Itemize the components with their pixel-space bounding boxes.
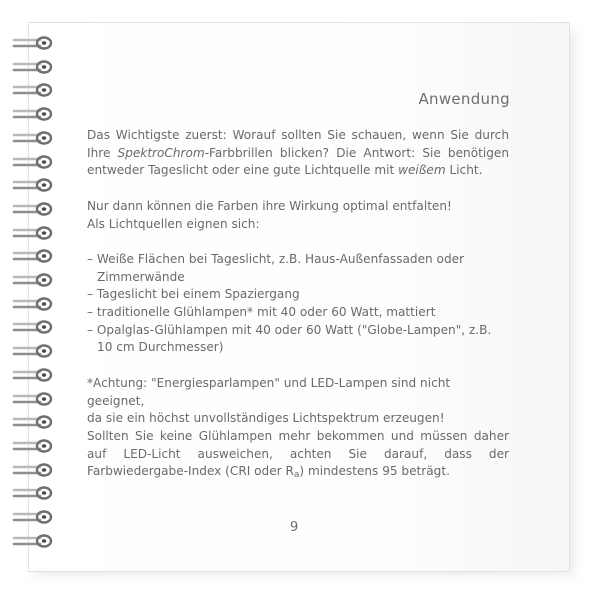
spiral-ring: [12, 273, 54, 287]
light-sources-intro: Als Lichtquellen eignen sich:: [87, 216, 260, 231]
intro-text-1: Das Wichtigste zuerst: Worauf sollten Sie schauen, wenn Sie durch Ihre: [87, 128, 509, 160]
list-item: – traditionelle Glühlampen* mit 40 oder 60 Watt, mattiert: [87, 305, 436, 319]
emphasis-text: weißem: [398, 163, 446, 178]
page-number: 9: [290, 520, 299, 535]
spiral-ring: [12, 83, 54, 97]
spiral-ring: [12, 463, 54, 477]
intro-text-2: -Farbbrillen blicken? Die Antwort: Sie benötigen entweder Tageslicht oder eine gute Lichtquelle mit: [87, 145, 509, 178]
spiral-ring: [12, 226, 54, 240]
spiral-ring: [12, 131, 54, 145]
list-item: – Opalglas-Glühlampen mit 40 oder 60 Watt ("Globe-Lampen", z.B. 10 cm Durchmesser): [87, 322, 492, 355]
spiral-ring: [12, 415, 54, 429]
spiral-ring: [12, 510, 54, 524]
spiral-ring: [12, 344, 54, 358]
spacer: [87, 357, 509, 375]
spiral-ring: [12, 368, 54, 382]
led-advice-text-1: Sollten Sie keine Glühlampen mehr bekommen und müssen daher auf LED-Licht ausweichen, achten Sie darauf, dass der Farbwiedergabe-Index (CRI oder R: [87, 428, 509, 479]
section-heading: Anwendung: [418, 90, 510, 108]
optimal-statement: Nur dann können die Farben ihre Wirkung optimal entfalten!: [87, 198, 452, 213]
spiral-ring: [12, 486, 54, 500]
spiral-ring: [12, 320, 54, 334]
spacer: [87, 180, 509, 198]
spiral-ring: [12, 249, 54, 263]
spiral-ring: [12, 439, 54, 453]
warning-line-2: da sie ein höchst unvollständiges Lichtspektrum erzeugen!: [87, 411, 445, 426]
led-advice-paragraph: [87, 428, 509, 485]
spiral-ring: [12, 392, 54, 406]
spiral-ring: [12, 36, 54, 50]
page-body: [87, 127, 509, 485]
spiral-ring: [12, 107, 54, 121]
intro-paragraph: [87, 127, 509, 180]
list-item: – Tageslicht bei einem Spaziergang: [87, 287, 300, 302]
ra-subscript: a: [293, 470, 300, 481]
spiral-ring: [12, 202, 54, 216]
spiral-ring: [12, 155, 54, 169]
led-advice-text-2: ) mindestens 95 beträgt.: [299, 464, 450, 479]
spiral-ring: [12, 534, 54, 548]
warning-line-1: *Achtung: "Energiesparlampen" und LED-Lampen sind nicht geeignet,: [87, 375, 451, 408]
spiral-ring: [12, 178, 54, 192]
spacer: [87, 233, 509, 251]
spiral-ring: [12, 60, 54, 74]
brand-name: SpektroChrom: [117, 145, 205, 160]
spiral-ring: [12, 297, 54, 311]
spiral-binding: [12, 36, 56, 556]
intro-text-3: Licht.: [445, 163, 483, 178]
list-item: – Weiße Flächen bei Tageslicht, z.B. Haus-Außenfassaden oder Zimmerwände: [87, 251, 465, 284]
